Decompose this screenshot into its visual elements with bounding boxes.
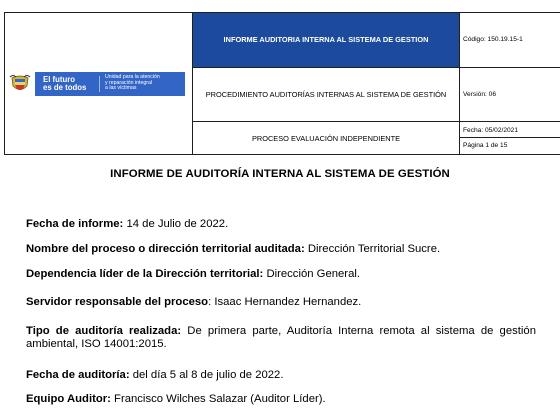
code-cell (460, 13, 560, 68)
procedure-name: PROCEDIMIENTO AUDITORÍAS INTERNAS AL SISTEMA DE GESTIÓN (205, 89, 447, 99)
document-date: Fecha: 05/02/2021 (463, 127, 518, 135)
field-value: 14 de Julio de 2022. (123, 218, 229, 230)
date-row (460, 124, 560, 138)
field-value: De primera parte, Auditoría Interna remota al sistema de gestión ambiental, ISO 14001:2015. (26, 325, 536, 350)
audited-process-field (26, 243, 536, 256)
responsible-officer-field (26, 296, 536, 309)
logo-cell (5, 13, 193, 155)
institution-logo (5, 72, 192, 96)
page-row (460, 138, 560, 152)
field-label: Fecha de informe: (26, 218, 124, 230)
field-value: Francisco Wilches Salazar (Auditor Líder). (110, 393, 326, 405)
document-version: Versión: 06 (463, 90, 496, 98)
field-label: Nombre del proceso o dirección territorial auditada: (26, 243, 305, 255)
field-value: Dirección General. (263, 268, 361, 280)
procedure-cell (193, 67, 460, 122)
unit-line-2: y reparación integral (105, 79, 153, 86)
slogan-line-1: El futuro (43, 74, 76, 84)
unit-name (100, 75, 160, 92)
report-date-field (26, 218, 536, 231)
field-label: Fecha de auditoría: (26, 369, 130, 381)
process-cell (193, 122, 460, 155)
document-code: Código: 150.19.15-1 (463, 36, 523, 44)
audit-date-field (26, 369, 536, 382)
date-page-cell (460, 122, 560, 155)
field-label: Servidor responsable del proceso (26, 296, 209, 308)
page-number: Página 1 de 15 (463, 141, 508, 149)
report-title: INFORME DE AUDITORÍA INTERNA AL SISTEMA DE GESTIÓN (110, 168, 450, 180)
process-name: PROCESO EVALUACIÓN INDEPENDIENTE (251, 133, 401, 143)
audit-team-field (26, 393, 536, 406)
unit-line-3: a las víctimas (105, 85, 137, 92)
header-title: INFORME AUDITORIA INTERNA AL SISTEMA DE GESTION (223, 35, 429, 45)
unit-line-1: Unidad para la atención (105, 73, 160, 80)
field-label: Tipo de auditoría realizada: (26, 325, 182, 337)
slogan-line-2: es de todos (43, 82, 87, 92)
audit-type-field (26, 325, 536, 351)
brand-slogan (35, 76, 100, 92)
field-value: Dirección Territorial Sucre. (304, 243, 441, 255)
document-header-table (4, 12, 560, 155)
field-label: Dependencia líder de la Dirección territorial: (26, 268, 264, 280)
colombia-coat-of-arms-icon (9, 73, 31, 95)
field-value: del día 5 al 8 de julio de 2022. (129, 369, 284, 381)
version-cell (460, 67, 560, 122)
field-value: : Isaac Hernandez Hernandez. (208, 296, 362, 308)
government-brand-bar (35, 72, 185, 96)
leading-unit-field (26, 268, 536, 281)
header-title-cell (193, 13, 460, 68)
field-label: Equipo Auditor: (26, 393, 111, 405)
